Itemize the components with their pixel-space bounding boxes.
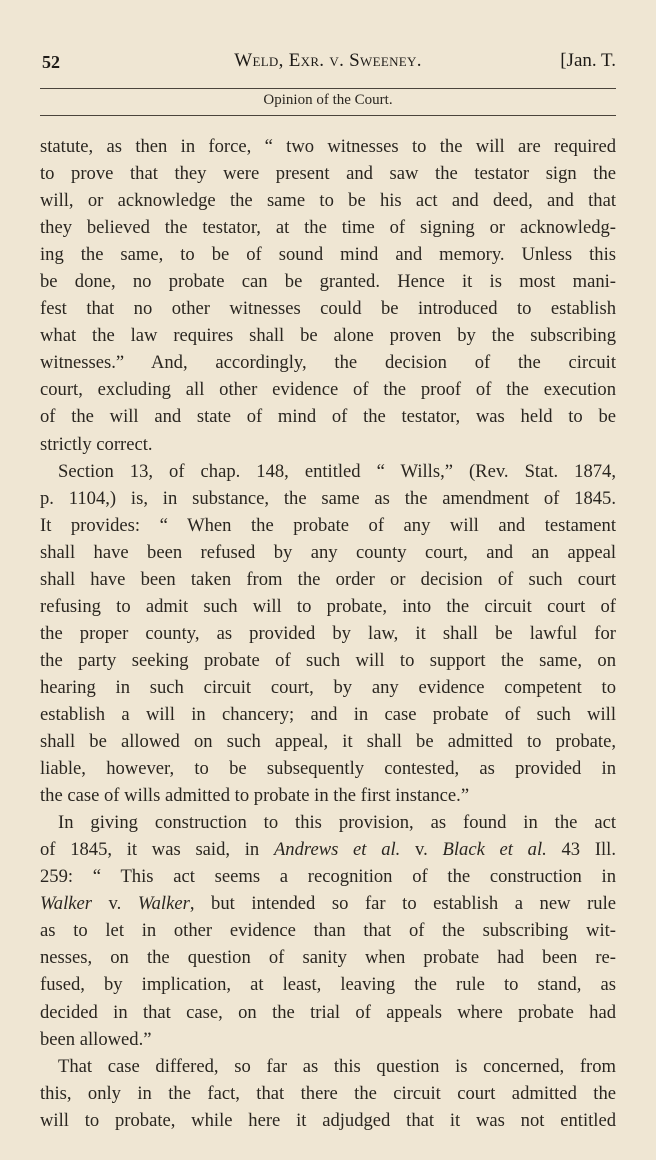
case-title: Weld, Exr. v. Sweeney. [234,50,422,71]
text-run: decided in that case, on the trial of appeals where probate had [40,1001,616,1023]
case-citation: Andrews et al. [273,839,401,861]
text-run: the case of wills admitted to probate in the first instance.” [40,785,470,807]
text-line [40,322,616,349]
text-run: That case differed, so far as this question is concerned, from [58,1055,616,1077]
term-label: [Jan. T. [560,50,616,71]
text-line [40,214,616,241]
text-line [40,999,616,1026]
text-run: been allowed.” [40,1028,152,1050]
text-run: , but intended so far to establish a new rule [189,893,616,915]
text-run: as to let in other evidence than that of the subscribing wit- [40,920,616,942]
text-line [40,944,616,971]
text-line [40,917,616,944]
text-line [40,701,616,728]
text-line [40,620,616,647]
text-line [40,890,616,917]
text-line [40,863,616,890]
text-line [40,566,616,593]
header-rule-bottom [40,115,616,116]
running-head [40,50,616,76]
text-line [40,403,616,430]
text-run: will, or acknowledge the same to be his act and deed, and that [40,190,616,212]
text-run: hearing in such circuit court, by any evidence competent to [40,676,616,698]
text-run: v. [92,893,138,915]
text-run: to prove that they were present and saw the testator sign the [40,163,616,185]
text-line [40,512,616,539]
header-rule-top [40,88,616,89]
text-line [40,809,616,836]
text-line [40,349,616,376]
page-number: 52 [42,52,60,72]
text-run: what the law requires shall be alone proven by the subscribing [40,325,616,347]
case-citation: Black et al. [442,839,547,861]
text-line [40,485,616,512]
text-run: be done, no probate can be granted. Hence it is most mani- [40,271,616,293]
text-run: ing the same, to be of sound mind and memory. Unless this [40,244,616,266]
body-text [40,133,616,1134]
text-line [40,647,616,674]
text-run: court, excluding all other evidence of the proof of the execution [40,379,616,401]
text-run: In giving construction to this provision, as found in the act [58,812,616,834]
text-line [40,187,616,214]
text-line [40,241,616,268]
text-line [40,674,616,701]
text-line [40,1053,616,1080]
text-line [40,836,616,863]
text-run: fused, by implication, at least, leaving the rule to stand, as [40,974,616,996]
text-run: establish a will in chancery; and in case probate of such will [40,703,616,725]
text-line [40,539,616,566]
text-line [40,755,616,782]
text-run: v. [400,839,443,861]
text-run: will to probate, while here it adjudged that it was not entitled [40,1109,616,1131]
text-run: the party seeking probate of such will to support the same, on [40,649,616,671]
text-run: this, only in the fact, that there the circuit court admitted the [40,1082,616,1104]
text-line [40,376,616,403]
text-run: the proper county, as provided by law, it shall be lawful for [40,622,616,644]
text-run: they believed the testator, at the time of signing or acknowledg- [40,217,616,239]
text-run: of 1845, it was said, in [40,839,274,861]
text-line [40,1080,616,1107]
text-line [40,458,616,485]
text-run: of the will and state of mind of the testator, was held to be [40,406,616,428]
text-run: liable, however, to be subsequently contested, as provided in [40,758,616,780]
text-line [40,133,616,160]
text-line [40,160,616,187]
text-line [40,593,616,620]
case-citation: Walker [137,893,190,915]
text-line [40,431,616,458]
text-run: statute, as then in force, “ two witnesses to the will are required [40,136,616,157]
text-run: 259: “ This act seems a recognition of the construction in [40,866,616,888]
text-run: shall have been taken from the order or decision of such court [40,568,616,590]
text-run: It provides: “ When the probate of any will and testament [40,514,616,536]
text-run: shall be allowed on such appeal, it shall be admitted to probate, [40,731,616,753]
text-line [40,971,616,998]
text-run: p. 1104,) is, in substance, the same as the amendment of 1845. [40,487,616,509]
text-run: shall have been refused by any county court, and an appeal [40,541,616,563]
text-run: witnesses.” And, accordingly, the decision of the circuit [40,352,616,374]
text-run: fest that no other witnesses could be introduced to establish [40,298,616,320]
text-run: strictly correct. [40,433,153,455]
text-run: refusing to admit such will to probate, into the circuit court of [40,595,616,617]
text-line [40,1026,616,1053]
text-run: Section 13, of chap. 148, entitled “ Wills,” (Rev. Stat. 1874, [58,460,616,482]
case-citation: Walker [40,893,92,915]
text-run: nesses, on the question of sanity when probate had been re- [40,947,616,969]
section-subheading: Opinion of the Court. [263,92,393,108]
text-run: 43 Ill. [546,839,616,861]
text-line [40,1107,616,1134]
text-line [40,268,616,295]
text-line [40,728,616,755]
text-line [40,782,616,809]
text-line [40,295,616,322]
